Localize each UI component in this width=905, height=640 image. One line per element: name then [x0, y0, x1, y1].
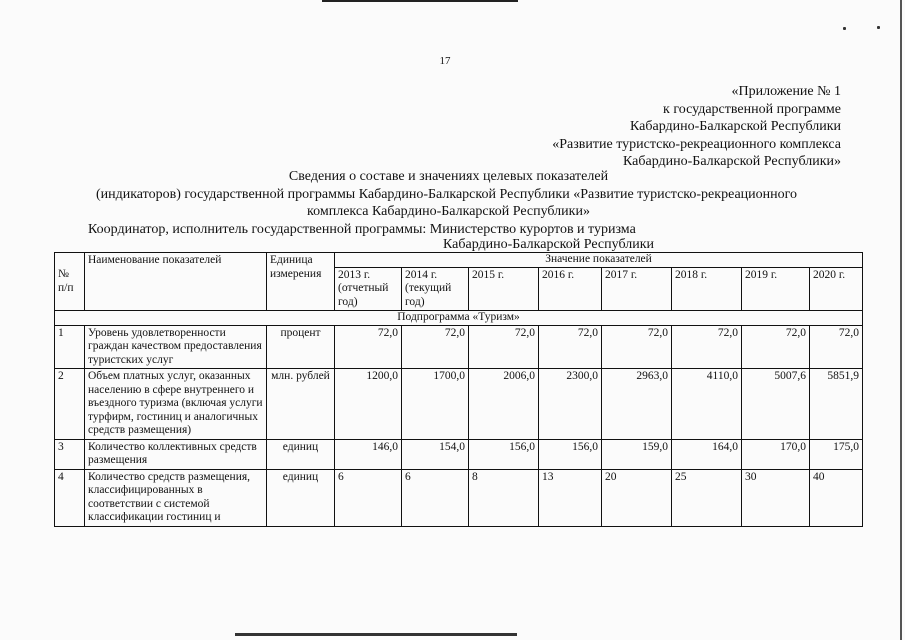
value-cell: 72,0	[742, 325, 810, 369]
value-cell: 159,0	[602, 439, 672, 469]
value-cell: 1200,0	[335, 369, 402, 440]
header-cell-year: 2016 г.	[539, 267, 602, 311]
value-cell: 4110,0	[672, 369, 742, 440]
value-cell: 6	[335, 469, 402, 526]
value-cell: 170,0	[742, 439, 810, 469]
header-cell-year: 2017 г.	[602, 267, 672, 311]
value-cell: 72,0	[335, 325, 402, 369]
header-cell-unit: Единица измерения	[267, 253, 335, 311]
appendix-line: к государственной программе	[663, 101, 841, 117]
header-cell-no: № п/п	[55, 253, 85, 311]
appendix-line: Кабардино-Балкарской Республики	[630, 119, 841, 134]
unit-cell: единиц	[267, 439, 335, 469]
indicator-name-cell: Объем платных услуг, оказанных населению в сфере внутреннего и въездного туризма (включая услуги турфирм, гостиниц и аналогичных средств размещения)	[85, 369, 267, 440]
value-cell: 72,0	[672, 325, 742, 369]
row-number-cell: 4	[55, 469, 85, 526]
coordinator-line-2: Кабардино-Балкарской Республики	[443, 237, 654, 252]
header-cell-year: 2015 г.	[469, 267, 539, 311]
value-cell: 72,0	[810, 325, 863, 369]
appendix-line: «Приложение № 1	[731, 84, 841, 99]
value-cell: 2006,0	[469, 369, 539, 440]
value-cell: 164,0	[672, 439, 742, 469]
value-cell: 6	[402, 469, 469, 526]
appendix-header	[552, 83, 841, 171]
value-cell: 156,0	[469, 439, 539, 469]
header-cell-year: 2019 г.	[742, 267, 810, 311]
subprogram-cell: Подпрограмма «Туризм»	[55, 311, 863, 326]
appendix-line: «Развитие туристско-рекреационного комплекса	[552, 136, 841, 152]
value-cell: 72,0	[602, 325, 672, 369]
table-header-row	[55, 253, 863, 268]
scan-page-edge	[900, 0, 902, 640]
value-cell: 154,0	[402, 439, 469, 469]
value-cell: 30	[742, 469, 810, 526]
scan-speck	[843, 27, 846, 30]
document-title-line-3: комплекса Кабардино-Балкарской Республики»	[307, 204, 590, 219]
header-cell-year: 2013 г. (отчетный год)	[335, 267, 402, 311]
header-cell-year: 2020 г.	[810, 267, 863, 311]
value-cell: 20	[602, 469, 672, 526]
table-row	[55, 439, 863, 469]
indicators-table	[54, 252, 863, 527]
indicator-name-cell: Количество средств размещения, классифицированных в соответствии с системой классификации гостиниц и	[85, 469, 267, 526]
value-cell: 2300,0	[539, 369, 602, 440]
value-cell: 156,0	[539, 439, 602, 469]
value-cell: 13	[539, 469, 602, 526]
table-row	[55, 469, 863, 526]
indicators-table-body	[55, 253, 863, 527]
header-cell-name: Наименование показателей	[85, 253, 267, 311]
value-cell: 72,0	[539, 325, 602, 369]
document-title-line-2: (индикаторов) государственной программы Кабардино-Балкарской Республики «Развитие туристско-рекреационного	[95, 187, 798, 202]
unit-cell: единиц	[267, 469, 335, 526]
row-number-cell: 3	[55, 439, 85, 469]
value-cell: 5007,6	[742, 369, 810, 440]
indicator-name-cell: Уровень удовлетворенности граждан качеством предоставления туристских услуг	[85, 325, 267, 369]
value-cell: 5851,9	[810, 369, 863, 440]
indicator-name-cell: Количество коллективных средств размещения	[85, 439, 267, 469]
value-cell: 72,0	[402, 325, 469, 369]
unit-cell: процент	[267, 325, 335, 369]
appendix-line: Кабардино-Балкарской Республики»	[623, 154, 841, 169]
row-number-cell: 1	[55, 325, 85, 369]
subprogram-row	[55, 311, 863, 326]
value-cell: 175,0	[810, 439, 863, 469]
header-cell-year: 2014 г. (текущий год)	[402, 267, 469, 311]
value-cell: 72,0	[469, 325, 539, 369]
scan-speck	[877, 26, 880, 29]
header-cell-values: Значение показателей	[335, 253, 863, 268]
table-row	[55, 325, 863, 369]
scan-artifact-top	[322, 0, 518, 2]
value-cell: 146,0	[335, 439, 402, 469]
value-cell: 25	[672, 469, 742, 526]
value-cell: 8	[469, 469, 539, 526]
value-cell: 40	[810, 469, 863, 526]
header-cell-year: 2018 г.	[672, 267, 742, 311]
page-number: 17	[439, 55, 451, 67]
row-number-cell: 2	[55, 369, 85, 440]
value-cell: 2963,0	[602, 369, 672, 440]
document-title-line-1: Сведения о составе и значениях целевых показателей	[288, 169, 609, 184]
value-cell: 1700,0	[402, 369, 469, 440]
unit-cell: млн. рублей	[267, 369, 335, 440]
coordinator-line-1: Координатор, исполнитель государственной программы: Министерство курортов и туризма	[88, 222, 636, 237]
scan-artifact-bottom	[235, 633, 517, 636]
table-row	[55, 369, 863, 440]
